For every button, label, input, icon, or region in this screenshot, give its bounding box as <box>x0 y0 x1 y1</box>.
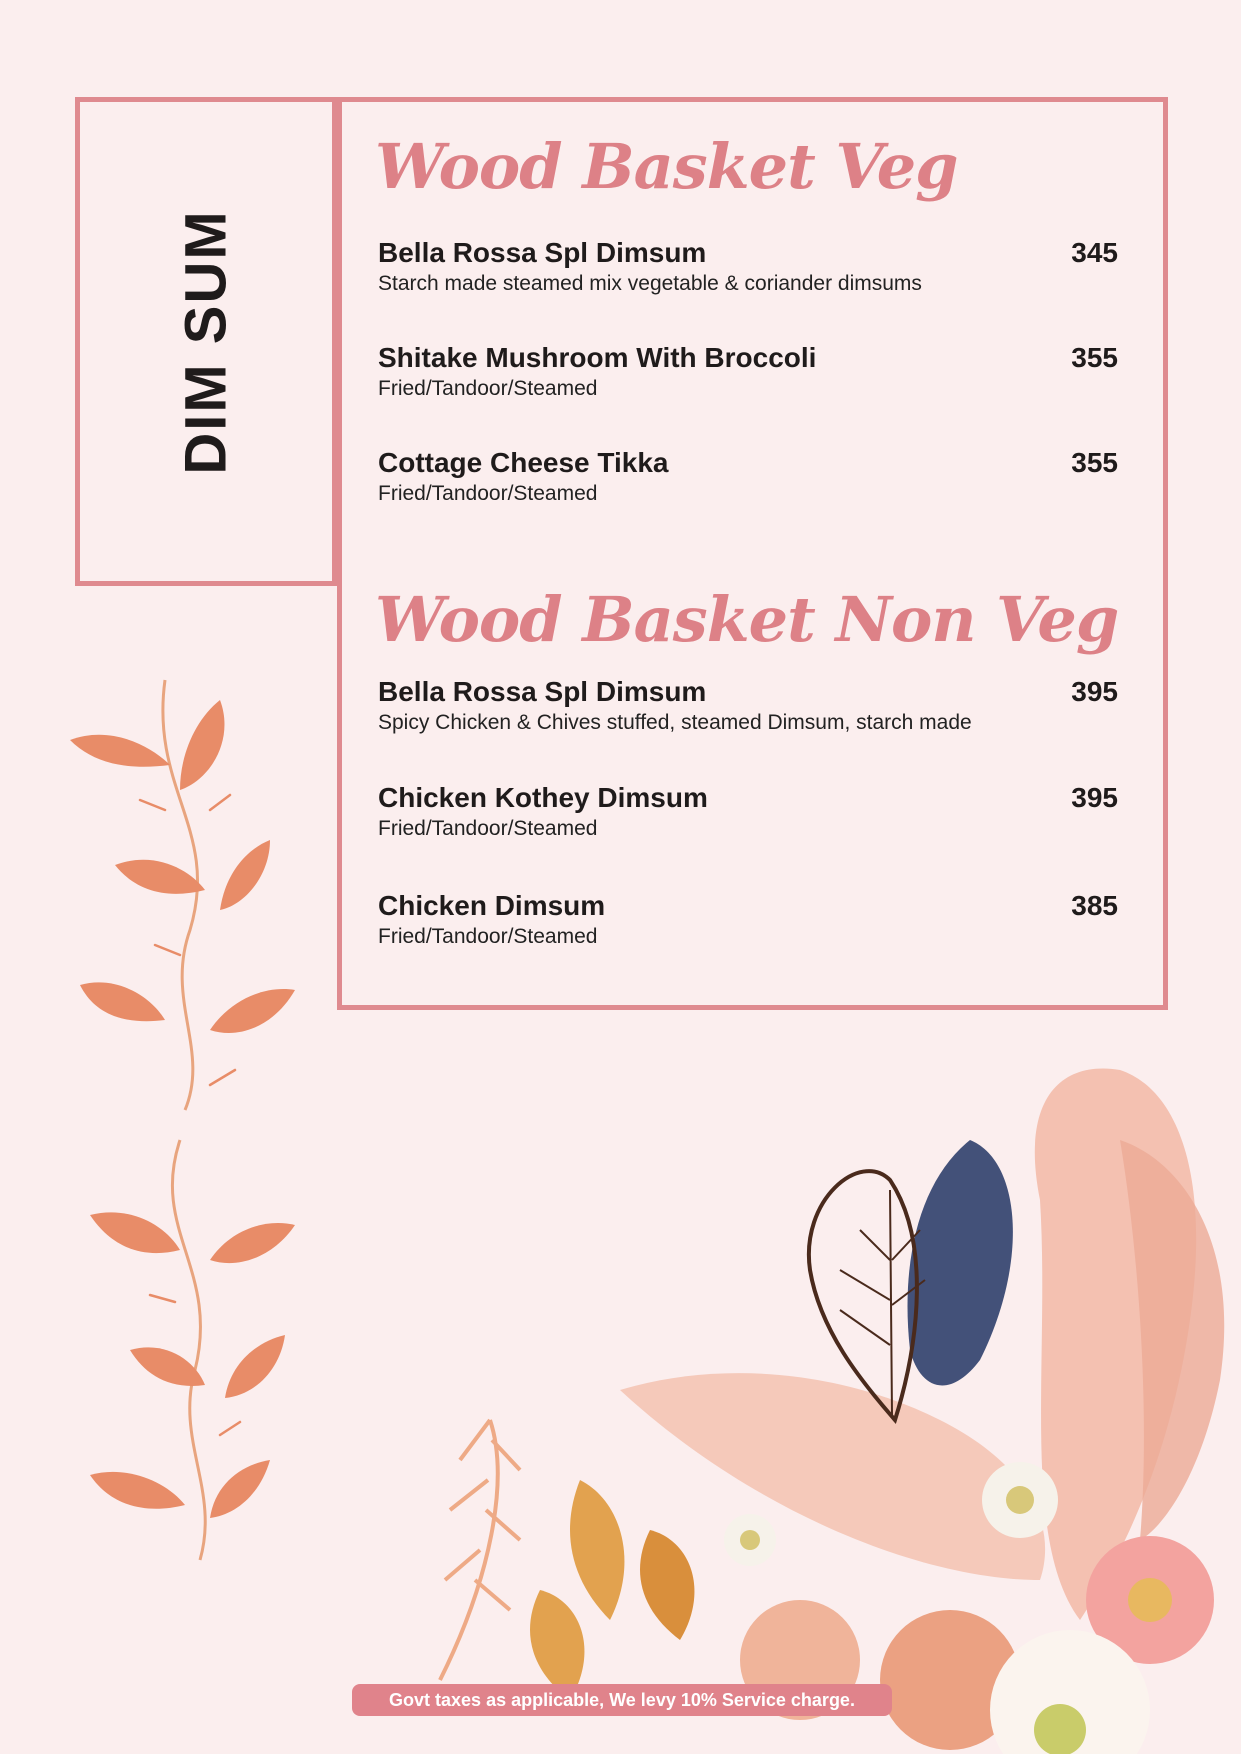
menu-item <box>378 446 1118 508</box>
leaf-vine-decoration <box>70 670 310 1570</box>
item-name: Bella Rossa Spl Dimsum <box>378 237 707 268</box>
category-title: DIM SUM <box>173 208 239 475</box>
item-name: Cottage Cheese Tikka <box>378 447 669 478</box>
item-name: Shitake Mushroom With Broccoli <box>378 342 817 373</box>
floral-bouquet-decoration <box>420 1060 1241 1754</box>
item-description: Fried/Tandoor/Steamed <box>378 925 598 948</box>
menu-item <box>378 341 1118 403</box>
item-description: Spicy Chicken & Chives stuffed, steamed Dimsum, starch made <box>378 711 972 734</box>
item-name: Chicken Kothey Dimsum <box>378 782 708 813</box>
item-name: Chicken Dimsum <box>378 890 606 921</box>
item-price: 385 <box>1071 890 1118 921</box>
item-price: 345 <box>1071 237 1118 268</box>
item-description: Fried/Tandoor/Steamed <box>378 817 598 840</box>
section-title-non-veg: Wood Basket Non Veg <box>375 583 1119 656</box>
menu-item <box>378 675 1118 737</box>
item-description: Starch made steamed mix vegetable & coriander dimsums <box>378 272 922 295</box>
service-charge-note: Govt taxes as applicable, We levy 10% Service charge. <box>352 1684 892 1716</box>
item-price: 355 <box>1071 447 1118 478</box>
item-price: 355 <box>1071 342 1118 373</box>
menu-item <box>378 236 1118 298</box>
menu-item <box>378 889 1118 951</box>
item-description: Fried/Tandoor/Steamed <box>378 482 598 505</box>
menu-item <box>378 781 1118 843</box>
item-price: 395 <box>1071 782 1118 813</box>
item-description: Fried/Tandoor/Steamed <box>378 377 598 400</box>
item-price: 395 <box>1071 676 1118 707</box>
category-tab <box>75 97 337 586</box>
section-title-veg: Wood Basket Veg <box>375 130 958 203</box>
menu-panel <box>337 97 1168 1010</box>
item-name: Bella Rossa Spl Dimsum <box>378 676 707 707</box>
